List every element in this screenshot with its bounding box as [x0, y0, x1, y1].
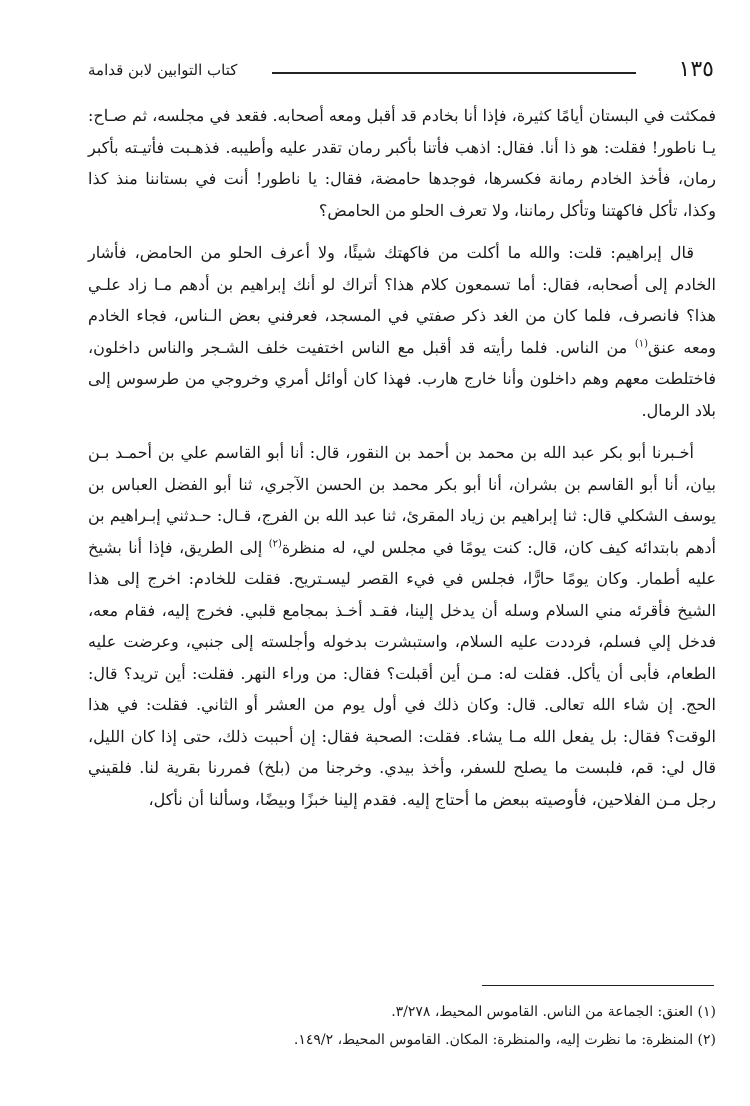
footnote-1: (١) العنق: الجماعة من الناس. القاموس المحيط، ٣/٢٧٨. [391, 1004, 716, 1020]
running-header [88, 56, 714, 86]
paragraph-2-tail: من الناس. فلما رأيته قد أقبل مع الناس اختفيت خلف الشـجر والناس داخلون، فاختلطت معهم وهم داخلون وأنا خارج هارب. فهذا كان أوائل أمري وخروجي من طرسوس إلى بلاد الرمال. [88, 337, 716, 420]
paragraph-3 [88, 437, 716, 815]
header-rule [272, 72, 636, 74]
page-number: ١٣٥ [678, 57, 714, 82]
paragraph-3-tail: إلى الطريق، فإذا أنا بشيخ عليه أطمار. وكان يومًا حارًّا، فجلس في فيء القصر ليسـتريح. فقلت للخادم: اخرج إلى هذا الشيخ فأقرئه مني السلام وسله أن يدخل إلينا، فقـد أخـذ بمجامع قلبي. فخرج إليه، فقام معه، فدخل إلي فسلم، فرددت عليه السلام، واستبشرت بدخوله وأجلسته إلى جنبي، وعرضت عليه الطعام، فأبى أن يأكل. فقلت له: مـن أين أقبلت؟ فقال: من وراء النهر. فقلت: أين تريد؟ قال: الحج. إن شاء الله تعالى. قال: وكان ذلك في أول يوم من العشر أو الثاني. فقلت: في هذا الوقت؟ فقال: بل يفعل الله مـا يشاء. فقلت: الصحبة فقال: إن أحببت ذلك، حتى إذا كان الليل، قال لي: قم، فلبست ما يصلح للسفر، وأخذ بيدي. وخرجنا من (بلخ) فمررنا بقرية لنا. فلقيني رجل مـن الفلاحين، فأوصيته ببعض ما أحتاج إليه. فقدم إلينا خبزًا وبيضًا، وسألنا أن نأكل، [88, 537, 716, 809]
paragraph-3-text: أخـبرنا أبو بكر عبد الله بن محمد بن أحمد بن النقور، قال: أنا أبو القاسم علي بن أحمـد بـن بيان، أنا أبو القاسم بن بشران، أنا أبو بكر محمد بن الحسن الآجري، ثنا أبو الفضل العباس بن يوسف الشكلي قال: ثنا إبراهيم بن زياد المقرئ، ثنا عبد الله بن الفرج، قـال: حـدثني إبـراهيم بن أدهم بابتدائه كيف كان، قال: كنت يومًا في مجلس لي، له منظرة [88, 443, 717, 557]
footnotes [88, 998, 716, 1054]
footnote-rule [482, 985, 714, 986]
footnote-ref-2[interactable]: (٢) [268, 538, 282, 550]
book-title: كتاب التوابين لابن قدامة [88, 61, 238, 79]
footnote-ref-1[interactable]: (١) [634, 338, 649, 350]
paragraph-1 [88, 100, 716, 226]
footnote-2: (٢) المنظرة: ما نظرت إليه، والمنظرة: المكان. القاموس المحيط، ١٤٩/٢. [293, 1032, 716, 1048]
paragraph-2 [88, 237, 716, 426]
paragraph-2-text: قال إبراهيم: قلت: والله ما أكلت من فاكهتك شيئًا، ولا أعرف الحلو من الحامض، فأشار الخادم إلى أصحابه، فقال: أما تسمعون كلام هذا؟ أتراك لو أنك إبراهيم بن أدهم مـا زاد علـي هذا؟ فانصرف، فلما كان من الغد ذكر صفتي في المسجد، فعرفني بعض الـناس، فجاء الخادم ومعه عنق [88, 243, 716, 357]
body-text [88, 100, 716, 826]
paragraph-1-text: فمكثت في البستان أيامًا كثيرة، فإذا أنا بخادم قد أقبل ومعه أصحابه. فقعد في مجلسه، ثم صـاح: يـا ناطور! فقلت: هو ذا أنا. فقال: اذهب فأتنا بأكبر رمان تقدر عليه وأطيبه. فذهـبت فأتيـته بأكبر رمان، فأخذ الخادم رمانة فكسرها، فوجدها حامضة، فقال: يا ناطور! أنت في بستاننا منذ كذا وكذا، تأكل فاكهتنا وتأكل رماننا، ولا تعرف الحلو من الحامض؟ [88, 106, 716, 220]
